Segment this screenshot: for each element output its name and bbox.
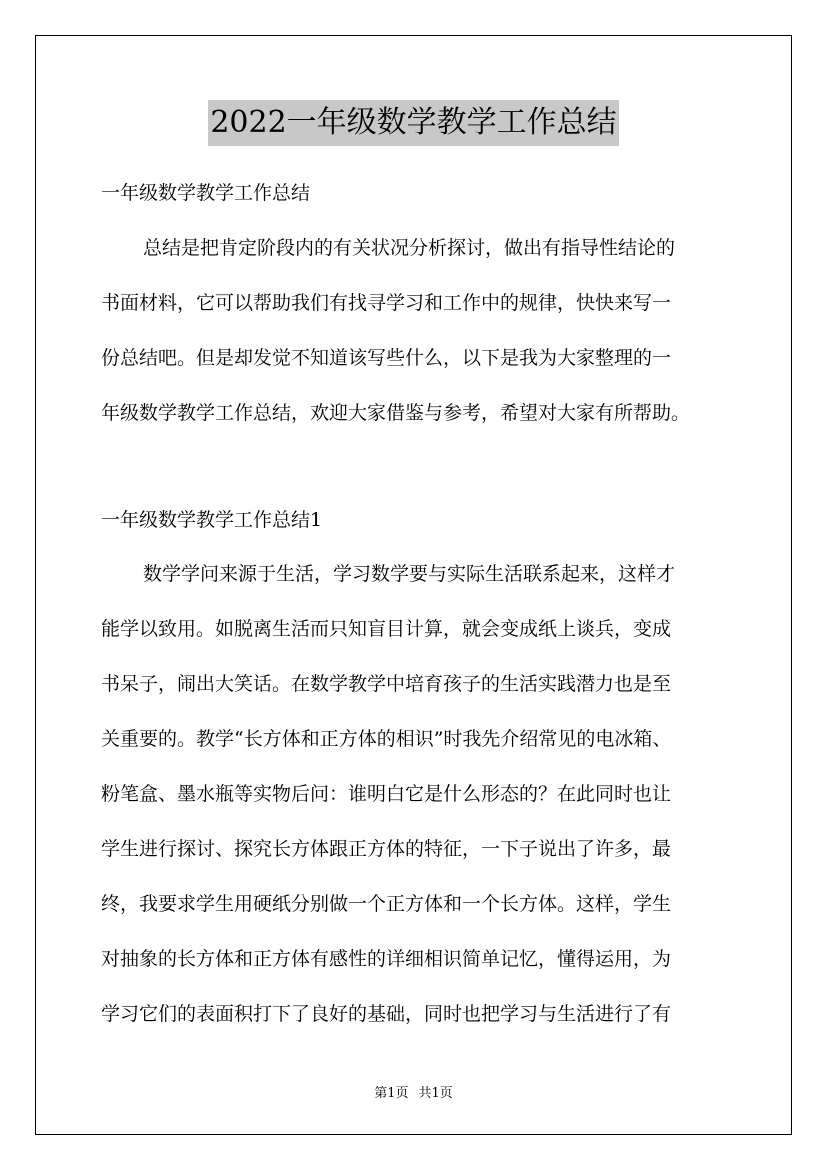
- page-number: 第1页: [374, 1086, 409, 1101]
- section-1-line: 能学以致用。如脱离生活而只知盲目计算，就会变成纸上谈兵，变成: [101, 618, 672, 640]
- intro-paragraph: [101, 221, 731, 441]
- title-container: [0, 100, 827, 146]
- intro-line: 年级数学教学工作总结，欢迎大家借鉴与参考，希望对大家有所帮助。: [101, 402, 691, 424]
- page-footer: [0, 1082, 827, 1101]
- section-1-line: 终，我要求学生用硬纸分别做一个正方体和一个长方体。这样，学生: [101, 893, 672, 915]
- intro-line: 书面材料，它可以帮助我们有找寻学习和工作中的规律，快快来写一: [101, 292, 672, 314]
- intro-line: 总结是把肯定阶段内的有关状况分析探讨，做出有指导性结论的: [143, 237, 676, 259]
- section-1-line: 对抽象的长方体和正方体有感性的详细相识简单记忆，懂得运用，为: [101, 948, 672, 970]
- section-1-line: 学习它们的表面积打下了良好的基础，同时也把学习与生活进行了有: [101, 1003, 672, 1025]
- section-1-line: 数学学问来源于生活，学习数学要与实际生活联系起来，这样才: [143, 563, 676, 585]
- section-1-heading: 一年级数学教学工作总结1: [101, 509, 323, 531]
- section-1-line: 关重要的。教学“长方体和正方体的相识”时我先介绍常见的电冰箱、: [101, 728, 672, 750]
- intro-line: 份总结吧。但是却发觉不知道该写些什么，以下是我为大家整理的一: [101, 347, 672, 369]
- page-total: 共1页: [418, 1086, 453, 1101]
- intro-heading: 一年级数学教学工作总结: [101, 182, 311, 204]
- document-title: 2022一年级数学教学工作总结: [208, 100, 618, 146]
- section-1-line: 学生进行探讨、探究长方体跟正方体的特征，一下子说出了许多，最: [101, 838, 672, 860]
- section-1-line: 粉笔盒、墨水瓶等实物后问：谁明白它是什么形态的？在此同时也让: [101, 783, 672, 805]
- section-1-paragraph: [101, 547, 731, 1042]
- section-1-line: 书呆子，闹出大笑话。在数学教学中培育孩子的生活实践潜力也是至: [101, 673, 672, 695]
